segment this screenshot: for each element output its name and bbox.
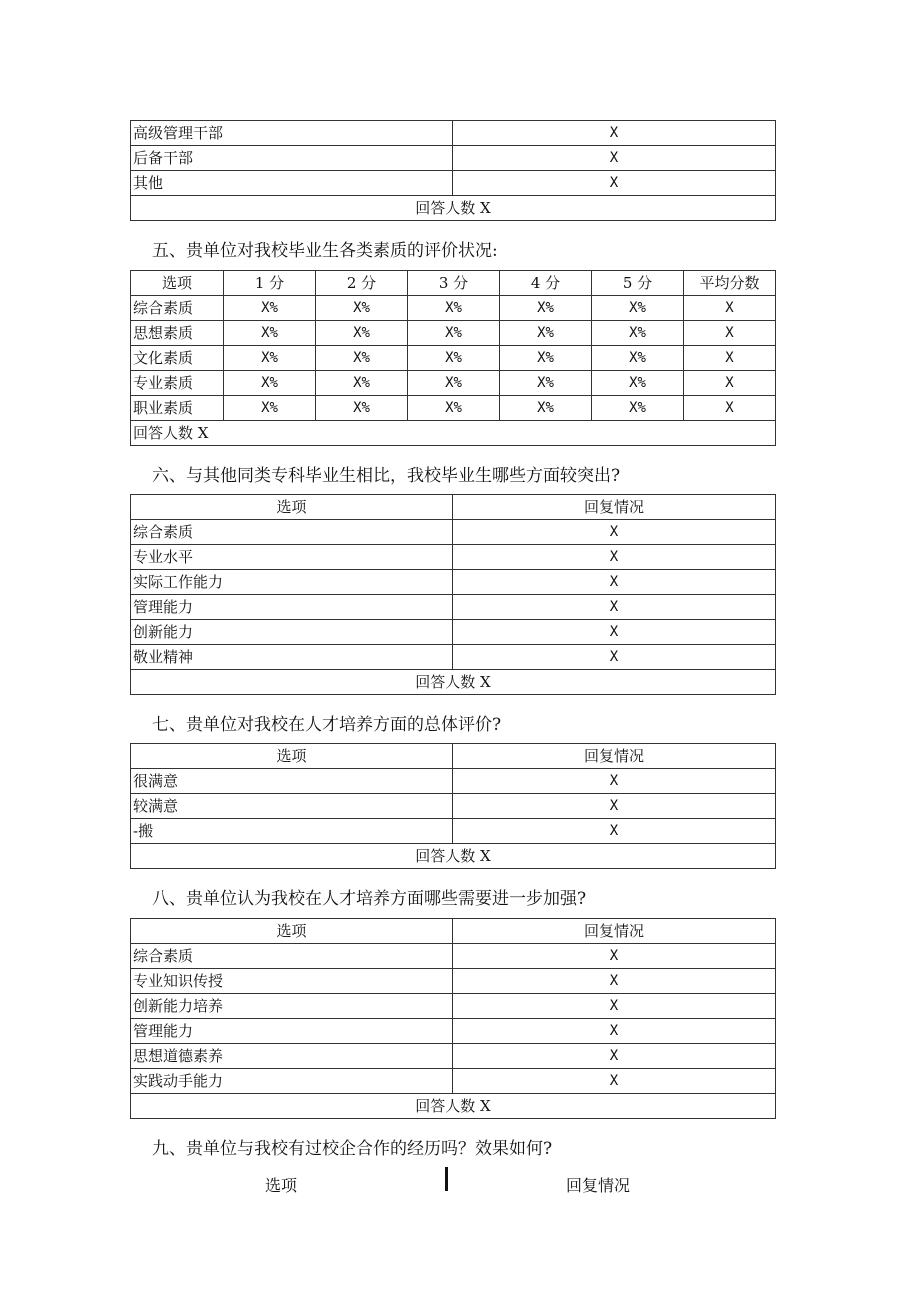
- table-header-row: [131, 919, 776, 944]
- row-label: 专业水平: [131, 545, 453, 570]
- table-row: [131, 371, 776, 396]
- column-header: 回复情况: [453, 919, 776, 944]
- table-row: [131, 1019, 776, 1044]
- table-row: [131, 146, 776, 171]
- column-header: 2 分: [316, 271, 408, 296]
- row-label: 思想素质: [131, 321, 224, 346]
- table-row: [131, 296, 776, 321]
- row-label: 专业素质: [131, 371, 224, 396]
- respondent-count: 回答人数 X: [131, 421, 776, 446]
- section7-table: [130, 743, 776, 869]
- row-value: X: [453, 146, 776, 171]
- table-row: [131, 944, 776, 969]
- average-cell: X: [684, 346, 776, 371]
- score-cell: X%: [500, 346, 592, 371]
- table-row: [131, 321, 776, 346]
- section8-table: [130, 918, 776, 1119]
- row-value: X: [453, 171, 776, 196]
- table-row: [131, 545, 776, 570]
- score-cell: X%: [316, 396, 408, 421]
- row-value: X: [453, 545, 776, 570]
- row-value: X: [453, 595, 776, 620]
- section6-title: 六、与其他同类专科毕业生相比，我校毕业生哪些方面较突出?: [152, 466, 621, 486]
- table-row: [131, 620, 776, 645]
- section7-title: 七、贵单位对我校在人才培养方面的总体评价?: [152, 715, 502, 735]
- column-header: 回复情况: [566, 1176, 631, 1195]
- row-value: X: [453, 969, 776, 994]
- column-header: 1 分: [224, 271, 316, 296]
- score-cell: X%: [500, 296, 592, 321]
- row-value: X: [453, 944, 776, 969]
- table-header-row: [131, 744, 776, 769]
- score-cell: X%: [408, 296, 500, 321]
- score-cell: X%: [316, 321, 408, 346]
- score-cell: X%: [500, 321, 592, 346]
- table-header-row: [131, 495, 776, 520]
- table-row: [131, 520, 776, 545]
- table-footer-row: [131, 844, 776, 869]
- score-cell: X%: [592, 296, 684, 321]
- respondent-count: 回答人数 X: [131, 844, 776, 869]
- column-header: 4 分: [500, 271, 592, 296]
- table-row: [131, 121, 776, 146]
- row-label: 思想道德素养: [131, 1044, 453, 1069]
- table-row: [131, 994, 776, 1019]
- table-row: [131, 1069, 776, 1094]
- score-cell: X%: [592, 346, 684, 371]
- table-row: [131, 396, 776, 421]
- table-row: [131, 969, 776, 994]
- score-cell: X%: [592, 396, 684, 421]
- respondent-count: 回答人数 X: [131, 670, 776, 695]
- row-value: X: [453, 769, 776, 794]
- row-label: 很满意: [131, 769, 453, 794]
- row-label: 综合素质: [131, 520, 453, 545]
- section9-title: 九、贵单位与我校有过校企合作的经历吗？效果如何?: [152, 1139, 553, 1159]
- row-label: 后备干部: [131, 146, 453, 171]
- row-label: 其他: [131, 171, 453, 196]
- table-row: [131, 570, 776, 595]
- score-cell: X%: [224, 371, 316, 396]
- row-label: 管理能力: [131, 595, 453, 620]
- average-cell: X: [684, 321, 776, 346]
- score-cell: X%: [224, 296, 316, 321]
- average-cell: X: [684, 371, 776, 396]
- table-footer-row: [131, 196, 776, 221]
- score-cell: X%: [408, 396, 500, 421]
- row-value: X: [453, 620, 776, 645]
- score-cell: X%: [316, 346, 408, 371]
- score-cell: X%: [500, 396, 592, 421]
- table-row: [131, 1044, 776, 1069]
- row-label: 综合素质: [131, 944, 453, 969]
- row-value: X: [453, 1044, 776, 1069]
- column-header: 选项: [265, 1176, 298, 1195]
- table-footer-row: [131, 421, 776, 446]
- section8-title: 八、贵单位认为我校在人才培养方面哪些需要进一步加强?: [152, 889, 587, 909]
- table-row: [131, 645, 776, 670]
- column-header: 选项: [131, 495, 453, 520]
- score-cell: X%: [408, 346, 500, 371]
- row-label: 实际工作能力: [131, 570, 453, 595]
- row-value: X: [453, 1069, 776, 1094]
- row-label: 创新能力: [131, 620, 453, 645]
- respondent-count: 回答人数 X: [131, 196, 776, 221]
- row-label: -搬: [131, 819, 453, 844]
- section5-table: [130, 270, 776, 446]
- score-cell: X%: [500, 371, 592, 396]
- score-cell: X%: [592, 321, 684, 346]
- score-cell: X%: [224, 396, 316, 421]
- row-label: 专业知识传授: [131, 969, 453, 994]
- section4-table: [130, 120, 776, 221]
- column-header: 5 分: [592, 271, 684, 296]
- column-header: 选项: [131, 919, 453, 944]
- row-label: 文化素质: [131, 346, 224, 371]
- score-cell: X%: [224, 346, 316, 371]
- score-cell: X%: [592, 371, 684, 396]
- column-header: 回复情况: [453, 744, 776, 769]
- row-value: X: [453, 121, 776, 146]
- table-row: [131, 346, 776, 371]
- table-footer-row: [131, 670, 776, 695]
- table-footer-row: [131, 1094, 776, 1119]
- table-row: [131, 769, 776, 794]
- row-value: X: [453, 520, 776, 545]
- section6-table: [130, 494, 776, 695]
- column-header: 选项: [131, 744, 453, 769]
- row-value: X: [453, 570, 776, 595]
- row-label: 实践动手能力: [131, 1069, 453, 1094]
- row-label: 管理能力: [131, 1019, 453, 1044]
- table-row: [131, 171, 776, 196]
- column-header: 平均分数: [684, 271, 776, 296]
- table-row: [131, 595, 776, 620]
- column-header: 选项: [131, 271, 224, 296]
- average-cell: X: [684, 296, 776, 321]
- row-label: 高级管理干部: [131, 121, 453, 146]
- section5-title: 五、贵单位对我校毕业生各类素质的评价状况:: [152, 241, 498, 261]
- table-row: [131, 794, 776, 819]
- score-cell: X%: [316, 371, 408, 396]
- column-header: 回复情况: [453, 495, 776, 520]
- row-value: X: [453, 794, 776, 819]
- row-value: X: [453, 1019, 776, 1044]
- row-value: X: [453, 994, 776, 1019]
- column-divider: [445, 1167, 448, 1191]
- score-cell: X%: [408, 321, 500, 346]
- row-label: 较满意: [131, 794, 453, 819]
- score-cell: X%: [316, 296, 408, 321]
- score-cell: X%: [224, 321, 316, 346]
- average-cell: X: [684, 396, 776, 421]
- column-header: 3 分: [408, 271, 500, 296]
- row-label: 创新能力培养: [131, 994, 453, 1019]
- row-label: 敬业精神: [131, 645, 453, 670]
- table-header-row: [131, 271, 776, 296]
- score-cell: X%: [408, 371, 500, 396]
- row-label: 综合素质: [131, 296, 224, 321]
- respondent-count: 回答人数 X: [131, 1094, 776, 1119]
- table-row: [131, 819, 776, 844]
- row-value: X: [453, 645, 776, 670]
- row-label: 职业素质: [131, 396, 224, 421]
- row-value: X: [453, 819, 776, 844]
